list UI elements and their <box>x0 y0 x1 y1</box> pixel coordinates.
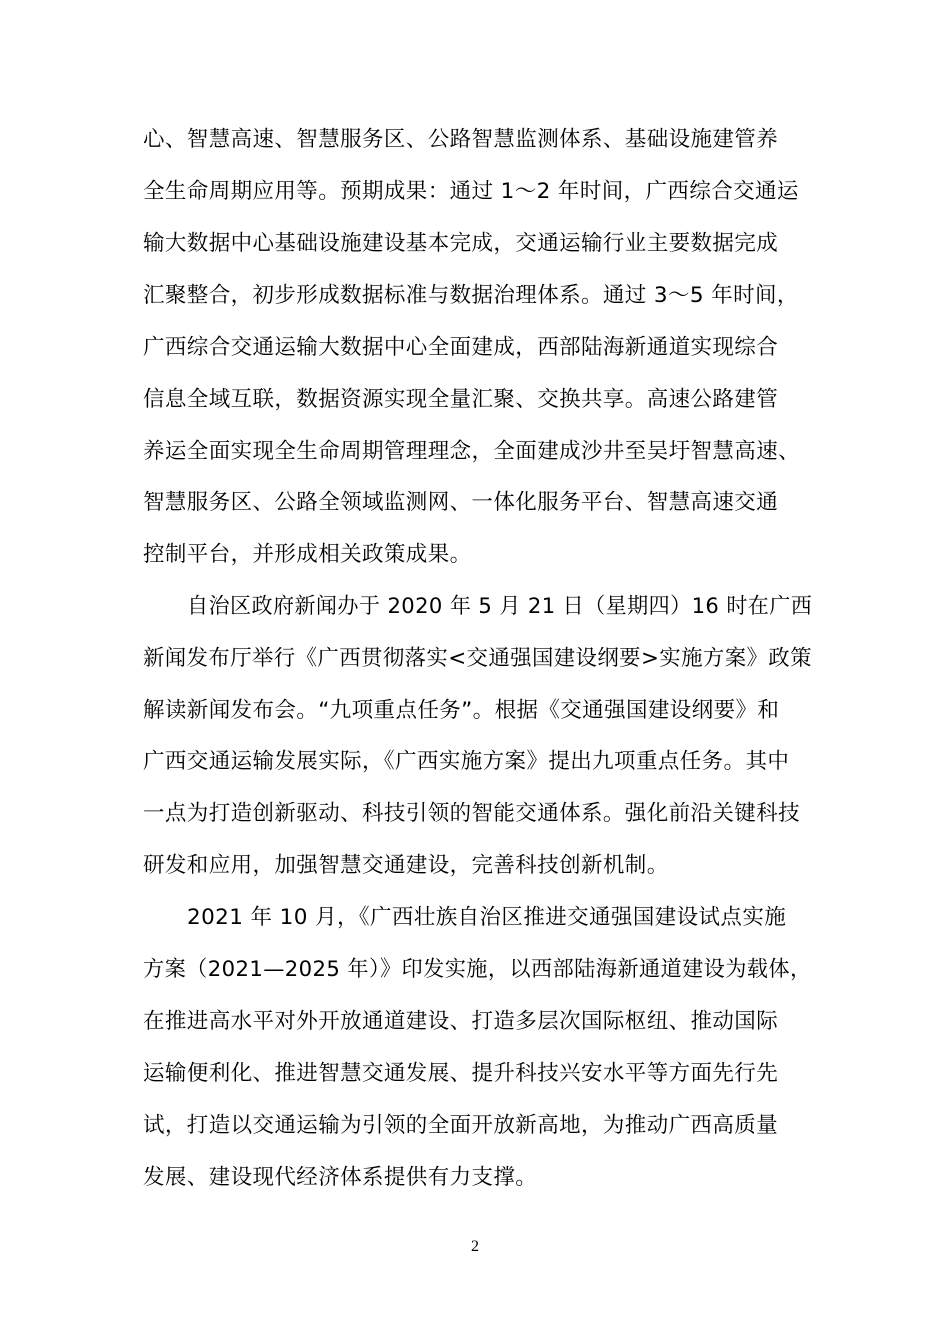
page-number: 2 <box>471 1238 479 1255</box>
text-line: 控制平台，并形成相关政策成果。 <box>143 542 472 567</box>
text-line: 试，打造以交通运输为引领的全面开放新高地，为推动广西高质量 <box>143 1113 779 1138</box>
text-line: 新闻发布厅举行《广西贯彻落实<交通强国建设纲要>实施方案》政策 <box>143 646 812 671</box>
text-line: 广西综合交通运输大数据中心全面建成，西部陆海新通道实现综合 <box>143 335 779 360</box>
text-line: 广西交通运输发展实际，《广西实施方案》提出九项重点任务。其中 <box>143 749 790 774</box>
text-line: 运输便利化、推进智慧交通发展、提升科技兴安水平等方面先行先 <box>143 1061 779 1086</box>
text-line: 研发和应用，加强智慧交通建设，完善科技创新机制。 <box>143 853 669 878</box>
text-line: 信息全域互联，数据资源实现全量汇聚、交换共享。高速公路建管 <box>143 387 779 412</box>
text-line: 汇聚整合，初步形成数据标准与数据治理体系。通过 3～5 年时间， <box>143 283 799 308</box>
text-line: 方案（2021—2025 年）》印发实施，以西部陆海新通道建设为载体， <box>143 957 812 982</box>
paragraph-first-line: 自治区政府新闻办于 2020 年 5 月 21 日（星期四）16 时在广西 <box>187 594 813 619</box>
text-line: 输大数据中心基础设施建设基本完成，交通运输行业主要数据完成 <box>143 231 779 256</box>
text-line: 一点为打造创新驱动、科技引领的智能交通体系。强化前沿关键科技 <box>143 801 801 826</box>
paragraph-first-line: 2021 年 10 月，《广西壮族自治区推进交通强国建设试点实施 <box>187 905 787 930</box>
text-line: 全生命周期应用等。预期成果：通过 1～2 年时间，广西综合交通运 <box>143 179 799 204</box>
text-line: 发展、建设现代经济体系提供有力支撑。 <box>143 1165 538 1190</box>
text-line: 智慧服务区、公路全领域监测网、一体化服务平台、智慧高速交通 <box>143 490 779 515</box>
text-line: 养运全面实现全生命周期管理理念，全面建成沙井至吴圩智慧高速、 <box>143 439 801 464</box>
text-line: 解读新闻发布会。“九项重点任务”。根据《交通强国建设纲要》和 <box>143 698 780 723</box>
text-line: 心、智慧高速、智慧服务区、公路智慧监测体系、基础设施建管养 <box>143 127 779 152</box>
text-line: 在推进高水平对外开放通道建设、打造多层次国际枢纽、推动国际 <box>143 1009 779 1034</box>
